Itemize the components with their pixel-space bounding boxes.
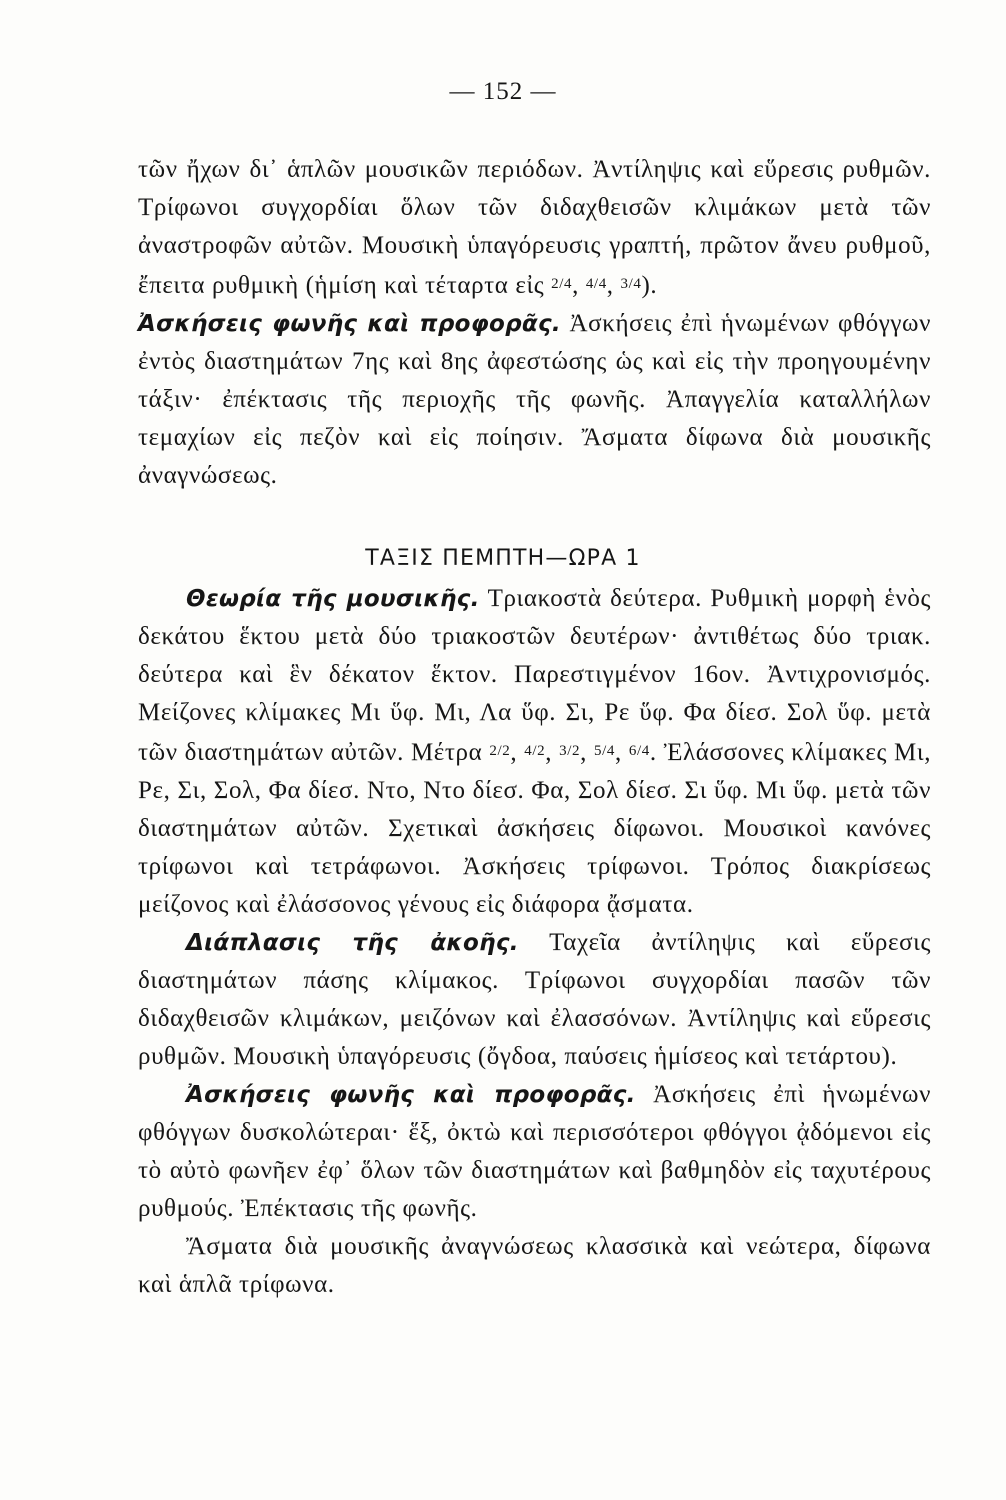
theory-text-continued: . Ἐλάσσονες κλίμακες Μι, Ρε, Σι, Σολ, Φα δίεσ. Ντο, Ντο δίεσ. Φα, Σολ δίεσ. Σι ὕφ. Μι ὕφ. μετὰ τῶν διαστημάτων αὐτῶν. Σχετικαὶ ἀσκήσεις δίφωνοι. Μουσικοὶ κανόνες τρίφωνοι καὶ τετράφωνοι. Ἀσκήσεις τρίφωνοι. Τρόπος διακρίσεως μείζονος καὶ ἐλάσσονος γένους εἰς διάφορα ᾄσματα. [138,739,932,918]
text-block-top [138,151,931,495]
voice-exercises-text: Ἀσκήσεις ἐπὶ ἡνωμένων φθόγγων ἐντὸς διαστημάτων 7ης καὶ 8ης ἀφεστώσης ὡς καὶ εἰς τὴν προηγουμένην τάξιν· ἐπέκτασις τῆς περιοχῆς τῆς φωνῆς. Ἀπαγγελία καταλλήλων τεμαχίων εἰς πεζὸν καὶ εἰς ποίησιν. Ἄσματα δίφωνα διὰ μουσικῆς ἀναγνώσεως. [138,310,932,489]
voice-exercises-2-paragraph [138,1076,931,1228]
intro-paragraph: τῶν ἤχων δι᾿ ἁπλῶν μουσικῶν περιόδων. Ἀντίληψις καὶ εὕρεσις ρυθμῶν. Τρίφωνοι συγχορδίαι ὅλων τῶν διδαχθεισῶν κλιμάκων μετὰ τῶν ἀναστροφῶν αὐτῶν. Μουσικὴ ὑπαγόρευσις γραπτή, πρῶτον ἄνευ ρυθμοῦ, ἔπειτα ρυθμικὴ (ἡμίση καὶ τέταρτα εἰς $^{2/4}$, $^{4/4}$, $^{3/4}$). [138,156,931,299]
page-number: — 152 — [449,78,557,105]
fraction: 3/2 [559,743,581,759]
section-heading: ΤΑΞΙΣ ΠΕΜΠΤΗ—ΩΡΑ 1 [365,546,641,571]
hearing-paragraph [138,924,931,1076]
fraction: 2/4 [551,276,573,292]
intro-end: ). [641,272,658,299]
intro-text: τῶν ἤχων δι᾿ ἁπλῶν μουσικῶν περιόδων. Ἀντίληψις καὶ εὕρεσις ρυθμῶν. Τρίφωνοι συγχορδίαι ὅλων τῶν διδαχθεισῶν κλιμάκων μετὰ τῶν ἀναστροφῶν αὐτῶν. Μουσικὴ ὑπαγόρευσις γραπτή, πρῶτον ἄνευ ρυθμοῦ, ἔπειτα ρυθμικὴ (ἡμίση καὶ τέταρτα εἰς [138,156,931,299]
theory-heading: Θεωρία τῆς μουσικῆς. [186,586,480,612]
voice-exercises-heading: Ἀσκήσεις φωνῆς καὶ προφορᾶς. [138,311,561,337]
fraction: 6/4 [628,743,650,759]
fraction: 3/4 [620,276,642,292]
fraction: 2/2 [489,743,511,759]
fraction: 4/4 [585,276,607,292]
voice-exercises-paragraph [138,305,931,495]
hearing-text: Ταχεῖα ἀντίληψις καὶ εὕρεσις διαστημάτων πάσης κλίμακος. Τρίφωνοι συγχορδίαι πασῶν τῶν διδαχθεισῶν κλιμάκων, μειζόνων καὶ ἐλασσόνων. Ἀντίληψις καὶ εὕρεσις ρυθμῶν. Μουσικὴ ὑπαγόρευσις (ὄγδοα, παύσεις ἡμίσεος καὶ τετάρτου). [138,929,931,1070]
hearing-heading: Διάπλασις τῆς ἀκοῆς. [186,930,519,956]
theory-text: Τριακοστὰ δεύτερα. Ρυθμικὴ μορφὴ ἑνὸς δεκάτου ἕκτου μετὰ δύο τριακοστῶν δευτέρων· ἀντιθέτως δύο τριακ. δεύτερα καὶ ἓν δέκατον ἕκτον. Παρεστιγμένον 16ον. Ἀντιχρονισμός. Μείζονες κλίμακες Μι ὕφ. Μι, Λα ὕφ. Σι, Ρε ὕφ. Φα δίεσ. Σολ ὕφ. μετὰ τῶν διαστημάτων αὐτῶν. Μέτρα [138,585,931,766]
fraction: 5/4 [594,743,615,759]
songs-paragraph: Ἄσματα διὰ μουσικῆς ἀναγνώσεως κλασσικὰ καὶ νεώτερα, δίφωνα καὶ ἁπλᾶ τρίφωνα. [138,1233,931,1298]
fraction: 4/2 [524,743,546,759]
voice-exercises-2-heading: Ἀσκήσεις φωνῆς καὶ προφορᾶς. [186,1082,636,1108]
theory-paragraph: Θεωρία τῆς μουσικῆς. Τριακοστὰ δεύτερα. Ρυθμικὴ μορφὴ ἑνὸς δεκάτου ἕκτου μετὰ δύο τριακοστῶν δευτέρων· ἀντιθέτως δύο τριακ. δεύτερα καὶ ἓν δέκατον ἕκτον. Παρεστιγμένον 16ον. Ἀντιχρονισμός. Μείζονες κλίμακες Μι ὕφ. Μι, Λα ὕφ. Σι, Ρε ὕφ. Φα δίεσ. Σολ ὕφ. μετὰ τῶν διαστημάτων αὐτῶν. Μέτρα $^{2/2}$, $^{4/2}$, $^{3/2}$, $^{5/4}$, $^{6/4}$. Ἐλάσσονες κλίμακες Μι, Ρε, Σι, Σολ, Φα δίεσ. Ντο, Ντο δίεσ. Φα, Σολ δίεσ. Σι ὕφ. Μι ὕφ. μετὰ τῶν διαστημάτων αὐτῶν. Σχετικαὶ ἀσκήσεις δίφωνοι. Μουσικοὶ κανόνες τρίφωνοι καὶ τετράφωνοι. Ἀσκήσεις τρίφωνοι. Τρόπος διακρίσεως μείζονος καὶ ἐλάσσονος γένους εἰς διάφορα ᾄσματα. [138,585,932,918]
voice-exercises-2-text: Ἀσκήσεις ἐπὶ ἡνωμένων φθόγγων δυσκολώτεραι· ἕξ, ὀκτὼ καὶ περισσότεροι φθόγγοι ᾀδόμενοι εἰς τὸ αὐτὸ φωνῆεν ἐφ᾿ ὅλων τῶν διαστημάτων καὶ βαθμηδὸν εἰς ταχυτέρους ρυθμούς. Ἐπέκτασις τῆς φωνῆς. [138,1081,931,1222]
text-block-bottom [138,580,931,1304]
